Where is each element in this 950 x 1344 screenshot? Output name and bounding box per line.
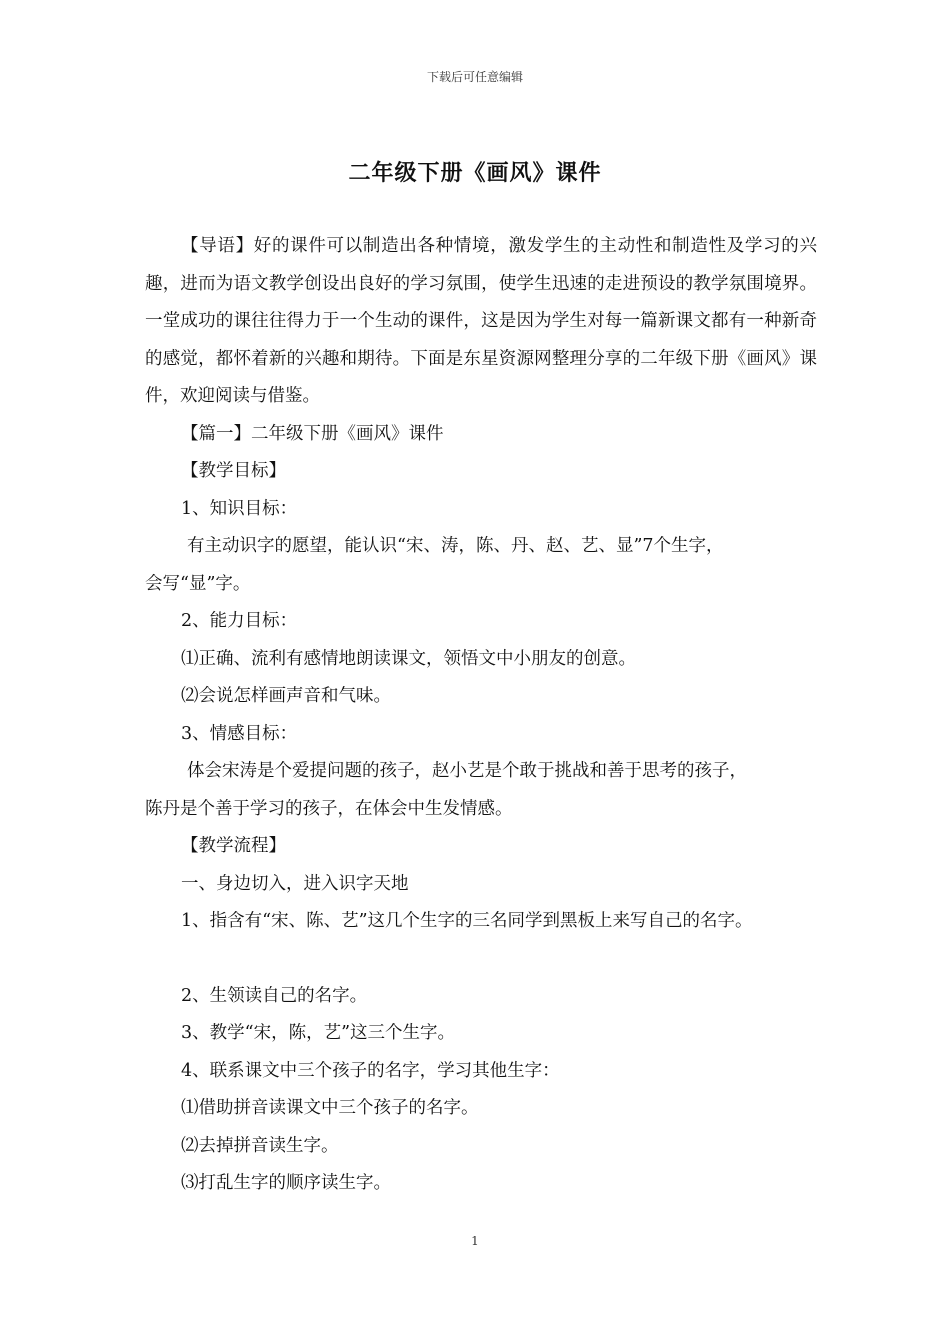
goal-knowledge-text-cont: 会写“显”字。 (145, 573, 251, 594)
page-number: 1 (471, 1234, 479, 1248)
intro-paragraph (145, 228, 817, 416)
process-subitem-2: ⑵去掉拼音读生字。 (181, 1135, 339, 1156)
section-heading-part-one: 【篇一】二年级下册《画风》课件 (181, 423, 444, 444)
goal-ability-item-1: ⑴正确、流利有感情地朗读课文，领悟文中小朋友的创意。 (181, 648, 636, 669)
goal-emotion: 3、情感目标： (181, 723, 298, 744)
process-step-1-heading: 一、身边切入，进入识字天地 (181, 873, 409, 894)
process-item-2: 2、生领读自己的名字。 (181, 985, 368, 1006)
goal-emotion-text-cont: 陈丹是个善于学习的孩子，在体会中生发情感。 (145, 798, 513, 819)
blank-line (145, 941, 817, 978)
document-body (145, 228, 817, 1203)
heading-teaching-process: 【教学流程】 (181, 836, 286, 856)
goal-ability: 2、能力目标： (181, 611, 298, 631)
process-item-3: 3、教学“宋，陈，艺”这三个生字。 (181, 1023, 456, 1043)
goal-knowledge: 1、知识目标： (181, 498, 298, 519)
intro-text: 【导语】好的课件可以制造出各种情境，激发学生的主动性和制造性及学习的兴趣，进而为语文教学创设出良好的学习氛围，使学生迅速的走进预设的教学氛围境界。一堂成功的课往往得力于一个生动的课件，这是因为学生对每一篇新课文都有一种新奇的感觉，都怀着新的兴趣和期待。下面是东星资源网整理分享的二年级下册《画风》课件，欢迎阅读与借鉴。 (145, 236, 817, 406)
process-item-4: 4、联系课文中三个孩子的名字，学习其他生字： (181, 1060, 560, 1081)
process-item-1: 1、指含有“宋、陈、艺”这几个生字的三名同学到黑板上来写自己的名字。 (181, 911, 753, 931)
goal-knowledge-text: 有主动识字的愿望，能认识“宋、涛，陈、丹、赵、艺、显”7个生字， (187, 536, 724, 556)
heading-teaching-goals: 【教学目标】 (181, 461, 286, 481)
process-subitem-1: ⑴借助拼音读课文中三个孩子的名字。 (181, 1098, 479, 1118)
page-header: 下载后可任意编辑 (426, 70, 523, 84)
goal-ability-item-2: ⑵会说怎样画声音和气味。 (181, 686, 391, 706)
document-title: 二年级下册《画风》课件 (348, 161, 602, 186)
goal-emotion-text: 体会宋涛是个爱提问题的孩子，赵小艺是个敢于挑战和善于思考的孩子， (187, 761, 747, 781)
process-subitem-3: ⑶打乱生字的顺序读生字。 (181, 1173, 391, 1193)
